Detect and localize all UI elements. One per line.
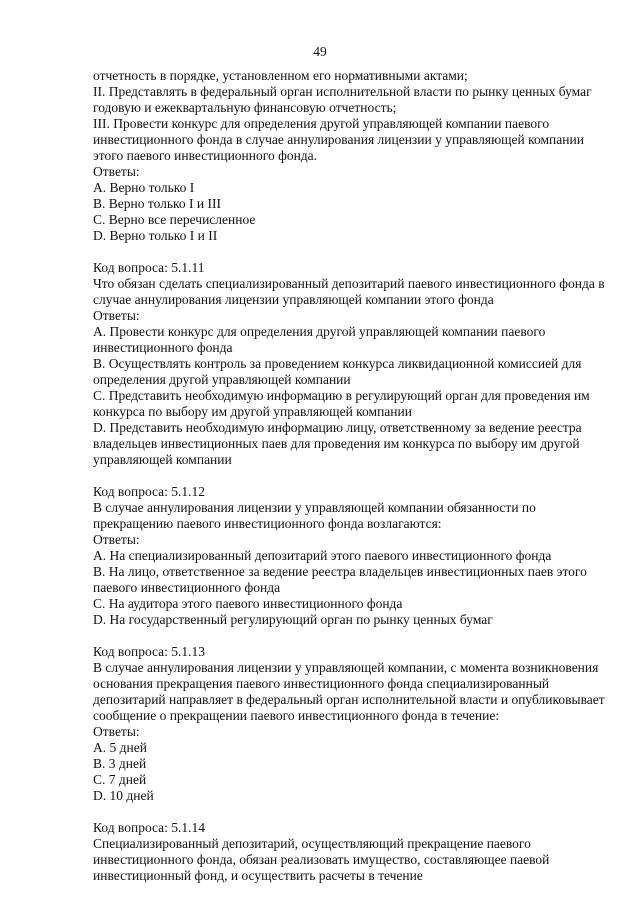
intro-line: III. Провести конкурс для определения другой управляющей компании паевого [93, 116, 550, 131]
answers-label: Ответы: [93, 164, 140, 179]
question-text: случае аннулирования лицензии управляющей компании этого фонда [93, 292, 494, 307]
intro-block [93, 68, 593, 244]
spacer [93, 804, 593, 820]
answers-label: Ответы: [93, 532, 140, 547]
question-text: Специализированный депозитарий, осуществляющий прекращение паевого [93, 836, 531, 851]
answer-option: определения другой управляющей компании [93, 372, 351, 387]
question-code: Код вопроса: 5.1.14 [93, 820, 206, 835]
answer-option: B. Верно только I и III [93, 196, 221, 211]
intro-line: отчетность в порядке, установленном его нормативными актами; [93, 68, 468, 83]
answer-option: A. Верно только I [93, 180, 195, 195]
answer-option: B. Осуществлять контроль за проведением конкурса ликвидационной комиссией для [93, 356, 582, 371]
answer-option: паевого инвестиционного фонда [93, 580, 281, 595]
answer-option: владельцев инвестиционных паев для проведения им конкурса по выбору им другой [93, 436, 580, 451]
intro-line: годовую и ежеквартальную финансовую отчетность; [93, 100, 397, 115]
answer-option: A. 5 дней [93, 740, 147, 755]
answers-label: Ответы: [93, 724, 140, 739]
intro-line: II. Представлять в федеральный орган исполнительной власти по рынку ценных бумаг [93, 84, 592, 99]
question-text: депозитарий направляет в федеральный орган исполнительной власти и опубликовывает [93, 692, 605, 707]
answer-option: управляющей компании [93, 452, 232, 467]
intro-line: инвестиционного фонда в случае аннулирования лицензии у управляющей компании [93, 132, 584, 147]
answer-option: C. Верно все перечисленное [93, 212, 256, 227]
spacer [93, 628, 593, 644]
answer-option: C. На аудитора этого паевого инвестиционного фонда [93, 596, 403, 611]
answer-option: конкурса по выбору им другой управляющей компании [93, 404, 412, 419]
question-5-1-13 [93, 644, 605, 804]
answer-option: D. Представить необходимую информацию лицу, ответственному за ведение реестра [93, 420, 582, 435]
question-text: В случае аннулирования лицензии у управляющей компании, с момента возникновения [93, 660, 599, 675]
answer-option: D. Верно только I и II [93, 228, 218, 243]
question-text: основания прекращения паевого инвестиционного фонда специализированный [93, 676, 550, 691]
answer-option: C. Представить необходимую информацию в регулирующий орган для проведения им [93, 388, 590, 403]
question-code: Код вопроса: 5.1.11 [93, 260, 205, 275]
answer-option: D. 10 дней [93, 788, 154, 803]
answer-option: C. 7 дней [93, 772, 147, 787]
answer-option: B. 3 дней [93, 756, 147, 771]
question-text: инвестиционного фонда, обязан реализовать имущество, составляющее паевой [93, 852, 550, 867]
question-5-1-12 [93, 484, 593, 628]
question-text: прекращению паевого инвестиционного фонда возлагаются: [93, 516, 442, 531]
spacer [93, 244, 593, 260]
spacer [93, 468, 593, 484]
question-text: Что обязан сделать специализированный депозитарий паевого инвестиционного фонда в [93, 276, 605, 291]
answer-option: B. На лицо, ответственное за ведение реестра владельцев инвестиционных паев этого [93, 564, 587, 579]
answer-option: инвестиционного фонда [93, 340, 233, 355]
intro-line: этого паевого инвестиционного фонда. [93, 148, 318, 163]
answer-option: D. На государственный регулирующий орган по рынку ценных бумаг [93, 612, 493, 627]
question-text: В случае аннулирования лицензии у управляющей компании обязанности по [93, 500, 536, 515]
page-content [93, 68, 605, 884]
answer-option: A. На специализированный депозитарий этого паевого инвестиционного фонда [93, 548, 552, 563]
question-text: сообщение о прекращении паевого инвестиционного фонда в течение: [93, 708, 500, 723]
question-code: Код вопроса: 5.1.12 [93, 484, 206, 499]
question-5-1-14 [93, 820, 593, 884]
answer-option: A. Провести конкурс для определения другой управляющей компании паевого [93, 324, 546, 339]
answers-label: Ответы: [93, 308, 140, 323]
page-number: 49 [313, 44, 327, 59]
question-text: инвестиционный фонд, и осуществить расчеты в течение [93, 868, 423, 883]
question-5-1-11 [93, 260, 605, 468]
question-code: Код вопроса: 5.1.13 [93, 644, 206, 659]
